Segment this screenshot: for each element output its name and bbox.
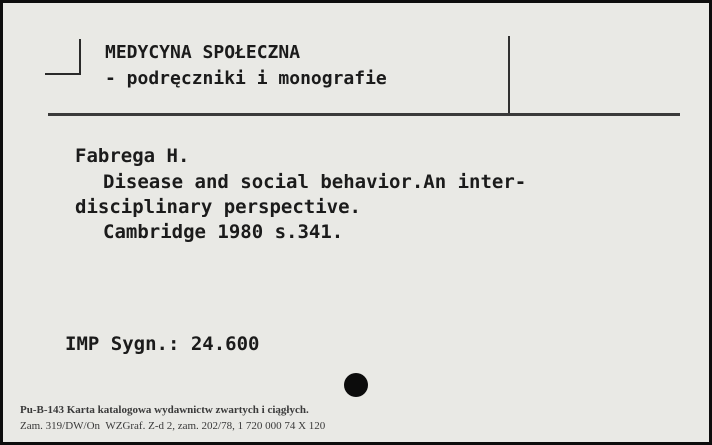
entry-author: Fabrega H. — [75, 145, 190, 167]
corner-mark-horizontal — [45, 73, 81, 75]
header-divider-horizontal — [48, 113, 680, 116]
call-number: IMP Sygn.: 24.600 — [65, 333, 260, 355]
entry-title-line2: disciplinary perspective. — [75, 196, 361, 218]
subject-subheading: - podręczniki i monografie — [105, 68, 387, 89]
corner-mark-vertical — [79, 39, 81, 75]
punch-hole — [344, 373, 368, 397]
entry-imprint: Cambridge 1980 s.341. — [103, 221, 344, 243]
entry-title-line1: Disease and social behavior.An inter- — [103, 171, 527, 193]
catalog-card — [3, 3, 709, 442]
header-divider-vertical — [508, 36, 510, 116]
subject-heading: MEDYCYNA SPOŁECZNA — [105, 42, 301, 63]
footer-form-line: Pu-B-143 Karta katalogowa wydawnictw zwartych i ciągłych. — [20, 404, 309, 416]
footer-print-line: Zam. 319/DW/On WZGraf. Z-d 2, zam. 202/78, 1 720 000 74 X 120 — [20, 420, 326, 432]
